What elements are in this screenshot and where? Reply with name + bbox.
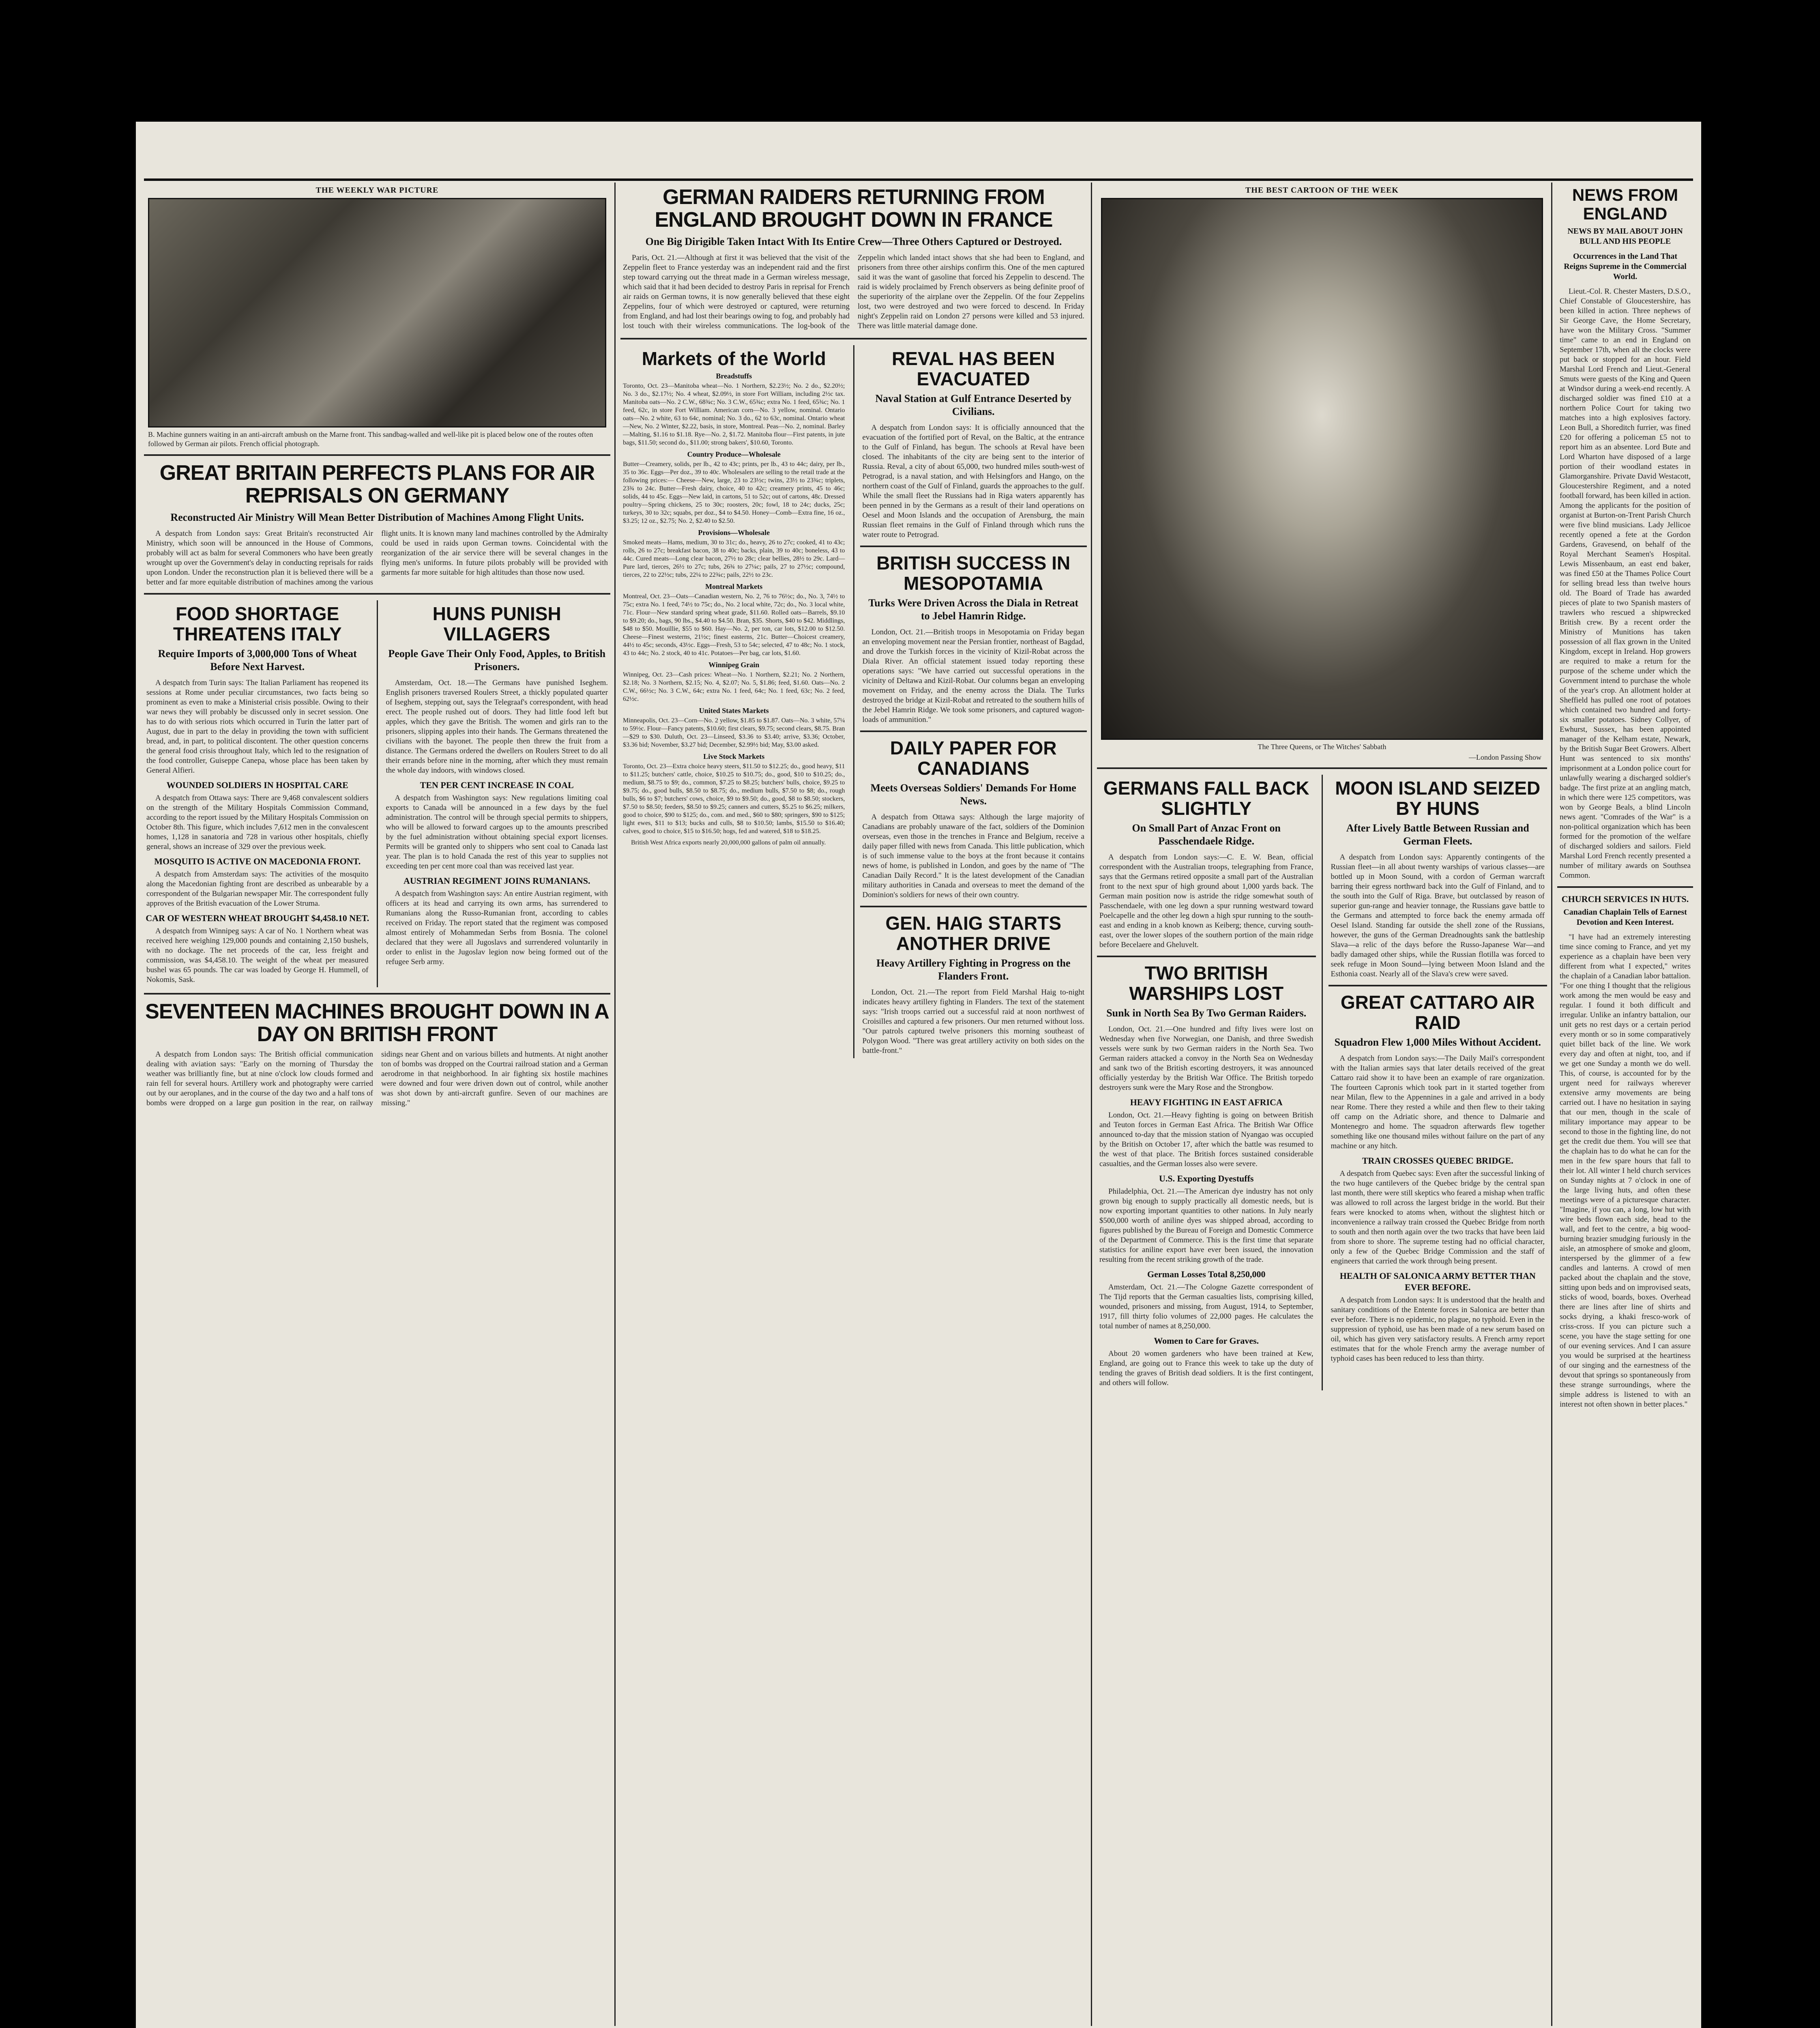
market-section-title: United States Markets xyxy=(699,707,769,715)
divider xyxy=(860,906,1087,907)
reval-headline: REVAL HAS BEEN EVACUATED xyxy=(892,348,1055,389)
news-england-subdeck: Occurrences in the Land That Reigns Supreme in the Commercial World. xyxy=(1564,252,1687,281)
market-section-text: Toronto, Oct. 23—Manitoba wheat—No. 1 Northern, $2.23½; No. 2 do., $2.20½; No. 3 do., $2.17½; No. 4 wheat, $2.09½, in store Fort William, including 2½c tax. Manitoba oats—No. 2 C.W., 68¾c; No. 3 C.W., 65¾c; extra No. 1 feed, 65¾c; No. 1 feed, 62c, in store Fort William. American corn—No. 3 yellow, nominal. Ontario oats—No. 2 white, 63 to 64c, nominal; No. 3 do., 62 to 63c, nominal. Ontario wheat—New, No. 2 Winter, $2.22, basis, in store, Montreal. Peas—No. 2, nominal. Barley—Malting, $1.16 to $1.18. Rye—No. 2, $1.72. Manitoba flour—First patents, in jute bags, $11.50; second do., $11.00; strong bakers', $10.60, Toronto. xyxy=(623,382,845,446)
news-england-body: Lieut.-Col. R. Chester Masters, D.S.O., Chief Constable of Gloucestershire, has been killed in action. Three nephews of Sir George Cave, the Home Secretary, have won the Military Cross. "Summer time" came to an end in England on September 17th, when all the clocks were put back or stopped for an hour. Field Marshal Lord French and Lieut.-General Smuts were guests of the King and Queen at Windsor during a week-end recently. A discharged soldier was fined £10 at a northern Police Court for taking two matches into a high explosives factory. Leon Bull, a Shoreditch furrier, was fined £20 for offering a policeman £5 not to report him as an absentee. Lord Bute and Lord Wharton have disposed of a large portion of their woodland estates in Glamorganshire. Private David Westacott, Gloucestershire Regiment, and a noted football forward, has been killed in action. Among the applicants for the position of organist at Burton-on-Trent Parish Church were five blind musicians. Lady Jellicoe recently opened a fete at the Gordon Gardens, Gravesend, on behalf of the Royal Merchant Seamen's Hospital. Lewis Missenbaum, an east end baker, was fined £50 at the Thames Police Court for selling bread less than twelve hours old. The Board of Trade has awarded pieces of plate to two Spanish masters of trawlers who rescued a shipwrecked British crew. By a recent order the Ministry of Munitions has taken possession of all flax grown in the United Kingdom, except in Ireland. Hop growers are required to make a return for the purpose of the scheme under which the Government intend to purchase the whole of the year's crop. An allotment holder at Sheffield has pulled one root of potatoes which contained two hundred and forty-six smaller potatoes. Sidney Collyer, of Ewhurst, Sussex, has been appointed manager of the Kelham estate, Newark, by the British Sugar Beet Growers. Albert Hunt was sentenced to six months' imprisonment at a London police court for unlawfully wearing a discharged soldier's badge. The first prize at an angling match, in which there were 125 competitors, was won by George Beals, a blind Lincoln news agent. "Comrades of the War" is a non-political organization which has been formed for the promotion of the welfare of discharged soldiers and sailors. Field Marshal Lord French recently presented a number of military awards on Southsea Common. xyxy=(1560,287,1691,880)
war-news-column xyxy=(860,345,1087,1058)
two-warships-headline: TWO BRITISH WARSHIPS LOST xyxy=(1129,962,1284,1004)
divider xyxy=(1097,956,1316,957)
cattaro-headline: GREAT CATTARO AIR RAID xyxy=(1340,992,1535,1033)
huns-punish-deck: People Gave Their Only Food, Apples, to British Prisoners. xyxy=(388,648,606,672)
mesopotamia-deck: Turks Were Driven Across the Diala in Retreat to Jebel Hamrin Ridge. xyxy=(868,597,1079,622)
mesopotamia-headline: BRITISH SUCCESS IN MESOPOTAMIA xyxy=(876,552,1071,594)
western-wheat-body: A despatch from Winnipeg says: A car of No. 1 Northern wheat was received here weighing 129,000 pounds and containing 2,150 bushels, with no dockage. The net proceeds of the car, less freight and commission, was $4,458.10. The weight of the wheat per measured bushel was 65 pounds. The car was loaded by George H. Hummell, of Nokomis, Sask. xyxy=(146,927,369,984)
divider xyxy=(1557,886,1693,888)
church-services-deck: Canadian Chaplain Tells of Earnest Devotion and Keen Interest. xyxy=(1563,908,1687,927)
gen-haig-body: London, Oct. 21.—The report from Field Marshal Haig to-night indicates heavy artillery fighting in Flanders. The text of the statement says: "Irish troops carried out a successful raid at noon northwest of Croisilles and captured a few prisoners. Our men returned without loss. "Our patrols captured twelve prisoners this morning southeast of Polygon Wood. "There was great artillery activity on both sides on the battle-front." xyxy=(862,988,1084,1055)
market-section-text: Smoked meats—Hams, medium, 30 to 31c; do., heavy, 26 to 27c; cooked, 41 to 43c; rolls, 26 to 27c; breakfast bacon, 38 to 40c; backs, plain, 39 to 40c; boneless, 43 to 44c. Cured meats—Long clear bacon, 27½ to 28c; clear bellies, 28½ to 29c. Lard—Pure lard, tierces, 26½ to 27c; tubs, 26¾ to 27¼c; pails, 27 to 27½c; compound, tierces, 22 to 22½c; tubs, 22¼ to 22¾c; pails, 22½ to 23c. xyxy=(623,539,845,578)
wounded-soldiers-body: A despatch from Ottawa says: There are 9,468 convalescent soldiers on the strength of the Military Hospitals Commission Command, according to the report issued by the Military Hospitals Commission on October 8th. This figure, which includes 7,612 men in the convalescent homes, 1,128 in sanatoria and 728 in various other hospitals, chiefly general, shows an increase of 329 over the previous week. xyxy=(146,794,369,851)
subcolumn-d xyxy=(1329,775,1547,1390)
column-rule xyxy=(614,183,616,2026)
german-losses-title: German Losses Total 8,250,000 xyxy=(1147,1269,1266,1279)
market-section-text: Butter—Creamery, solids, per lb., 42 to 43c; prints, per lb., 43 to 44c; dairy, per lb., 35 to 36c. Eggs—Per doz., 39 to 40c. Wholesalers are selling to the retail trade at the following prices:— Cheese—New, large, 23 to 23½c; twins, 23½ to 23¾c; triplets, 23¾ to 24c. Butter—Fresh dairy, choice, 40 to 42c; creamery prints, 45 to 46c; solids, 44 to 45c. Eggs—New laid, in cartons, 51 to 52c; out of cartons, 48c. Dressed poultry—Spring chickens, 25 to 30c; roosters, 20c; fowl, 18 to 24c; ducks, 25c; turkeys, 30 to 32c; squabs, per doz., $4 to $4.50. Honey—Comb—Extra fine, 16 oz., $3.25; 12 oz., $2.75; No. 2, $2.40 to $2.50. xyxy=(623,461,845,524)
divider xyxy=(1097,767,1547,769)
divider xyxy=(144,993,610,995)
column-rule xyxy=(1091,183,1092,2026)
daily-paper-body: A despatch from Ottawa says: Although the large majority of Canadians are probably unaware of the fact, soldiers of the Dominion overseas, even those in the trenches in France and Belgium, receive a daily paper filled with news from Canada. This little publication, which is of such immense value to the boys at the front because it contains news of home, is published in London, and goes by the name of "The Canadian Daily Record." It is the latest development of the Canadian military authorities in Canada and overseas to meet the demand of the Dominion's soldiers for news of their own country. xyxy=(862,813,1084,899)
market-section-text: Toronto, Oct. 23—Extra choice heavy steers, $11.50 to $12.25; do., good heavy, $11 to $11.25; butchers' cattle, choice, $10.25 to $10.75; do., good, $10 to $10.25; do., medium, $8.75 to $9; do., common, $7.25 to $8.25; butchers' bulls, choice, $9.25 to $9.75; do., good bulls, $8.50 to $8.75; do., medium bulls, $7.50 to $8; do., rough bulls, $6 to $7; butchers' cows, choice, $9 to $9.50; do., good, $8 to $8.50; stockers, $7.50 to $8.50; feeders, $8.50 to $9.25; canners and cutters, $5.25 to $6.25; milkers, good to choice, $90 to $125; do., com. and med., $60 to $80; springers, $90 to $125; light ewes, $11 to $13; bucks and culls, $8 to $10.50; lambs, $15.50 to $16.40; calves, good to choice, $15 to $16.50; hogs, fed and watered, $18 to $18.25. xyxy=(623,763,845,835)
divider xyxy=(620,338,1087,339)
gen-haig-deck: Heavy Artillery Fighting in Progress on the Flanders Front. xyxy=(876,957,1071,982)
daily-paper-deck: Meets Overseas Soldiers' Demands For Home News. xyxy=(870,782,1076,807)
food-shortage-body: A despatch from Turin says: The Italian Parliament has reopened its sessions at Rome under peculiar circumstances, two facts being so prominent as even to make a Ministerial crisis possible. Owing to their war news they will probably be discussed only in secret session. One has to do with serious riots which occurred in Turin the latter part of August, due in part to the delay in providing the town with sufficient bread, and, in part, to political discontent. The other question concerns the general food crisis throughout Italy, which led to the resignation of the food controller, Guiseppe Canepa, whose place has been taken by General Alfieri. xyxy=(146,679,369,775)
austrian-regiment-body: A despatch from Washington says: An entire Austrian regiment, with officers at its head and carrying its own arms, has surrendered to Rumanians along the Russo-Rumanian front, according to cables received on Friday. The report stated that the regiment was composed almost entirely of Mohammedan Serbs from Bosnia. The colonel declared that they were all Jugoslavs and surrendered voluntarily in order to enlist in the Jugoslav legion now being formed out of the refugee Serb army. xyxy=(386,889,608,966)
germans-fall-back-body: A despatch from London says:—C. E. W. Bean, official correspondent with the Australian troops, telegraphing from France, says that the Germans retired opposite a small part of the Australian front to the next spur of high ground about 1,000 yards back. The German main position now is astride the ridge somewhat south of Passchendaele, with one leg down a spur running westward toward Poelcapelle and the other leg down a high spur running to the south-east and ending in a knob known as Keiberg; thence, curving south-east, over the lower slopes of the southern portion of the main ridge before Becelaere and Gheluvelt. xyxy=(1099,853,1313,949)
two-warships-body: London, Oct. 21.—One hundred and fifty lives were lost on Wednesday when five Norwegian, one Danish, and three Swedish vessels were sunk by two German raiders in the North Sea. Two German raiders attacked a convoy in the North Sea on Wednesday and sank two of the British escorting destroyers, it was announced officially yesterday by the British War Office. The British torpedo destroyers sunk were the Mary Rose and the Strongbow. xyxy=(1099,1025,1313,1092)
column-rule xyxy=(377,600,378,987)
market-section-text: Winnipeg, Oct. 23—Cash prices: Wheat—No. 1 Northern, $2.21; No. 2 Northern, $2.18; No. 3 Northern, $2.15; No. 4, $2.07; No. 5, $1.86; feed, $1.60. Oats—No. 2 C.W., 66½c; No. 3 C.W., 64c; extra No. 1 feed, 64c; No. 1 feed, 63c; No. 2 feed, 62½c. xyxy=(623,671,845,702)
subcolumn-b xyxy=(384,600,611,987)
cartoon-caption: The Three Queens, or The Witches' Sabbath xyxy=(1258,743,1386,751)
air-reprisals-body xyxy=(146,529,608,587)
german-losses-body: Amsterdam, Oct. 21.—The Cologne Gazette correspondent of The Tijd reports that the German casualties lists, comprising killed, wounded, prisoners and missing, from August, 1914, to September, 1917, fill thirty folio volumes of 22,000 pages. He calculates the total number of names at 8,250,000. xyxy=(1099,1283,1313,1330)
market-section-text: Minneapolis, Oct. 23—Corn—No. 2 yellow, $1.85 to $1.87. Oats—No. 3 white, 57¼ to 59½c. Flour—Fancy patents, $10.60; first clears, $9.75; second clears, $8.75. Bran—$29 to $30. Duluth, Oct. 23—Linseed, $3.36 to $3.40; arrive, $3.36; October, $3.36 bid; November, $3.27 bid; December, $2.99½ bid; May, $3.00 asked. xyxy=(623,717,845,748)
divider xyxy=(860,730,1087,732)
dyestuffs-body: Philadelphia, Oct. 21.—The American dye industry has not only grown big enough to supply practically all domestic needs, but is now exporting important quantities to other nations. In July nearly $500,000 worth of aniline dyes was shipped abroad, according to figures published by the Bureau of Foreign and Domestic Commerce of the Department of Commerce. This is the first time that separate statistics for aniline export have ever been issued, the innovation resulting from the recent striking growth of the trade. xyxy=(1099,1187,1313,1264)
food-shortage-headline: FOOD SHORTAGE THREATENS ITALY xyxy=(173,603,342,644)
germans-fall-back-deck: On Small Part of Anzac Front on Passchendaele Ridge. xyxy=(1132,822,1281,847)
markets-and-news xyxy=(620,345,1087,1058)
lower-right-columns xyxy=(1097,775,1547,1390)
column-left xyxy=(144,183,610,2026)
wounded-soldiers-title: WOUNDED SOLDIERS IN HOSPITAL CARE xyxy=(166,780,348,790)
column-center-left xyxy=(620,183,1087,2026)
huns-punish-body: Amsterdam, Oct. 18.—The Germans have punished Iseghem. English prisoners traversed Roulers Street, a thickly populated quarter of Iseghem, stepping out, says the Telegraaf's correspondent, with head erect. The people rushed out of doors. They had little food left but apples, which they gave the British. The women and girls ran to the prisoners, slipping apples into their hands. The Germans threatened the civilians with the bayonet. The people then threw the fruit from a distance. The Germans ordered the dwellers on Roulers Street to do all their errands before nine in the morning, after which they must remain the whole day indoors, with windows closed. xyxy=(386,679,608,775)
dyestuffs-title: U.S. Exporting Dyestuffs xyxy=(1159,1173,1254,1184)
german-raiders-deck: One Big Dirigible Taken Intact With Its Entire Crew—Three Others Captured or Destroyed. xyxy=(645,236,1062,247)
austrian-regiment-title: AUSTRIAN REGIMENT JOINS RUMANIANS. xyxy=(403,876,590,886)
masthead-rule xyxy=(144,178,1693,181)
mosquito-body: A despatch from Amsterdam says: The activities of the mosquito along the Macedonian fighting front are described as unbearable by a correspondent of the Bulgarian newspaper Mir. The correspondent fully approves of the British evacuation of the Lower Struma. xyxy=(146,870,369,908)
subcolumn-a xyxy=(144,600,371,987)
ten-per-cent-body: A despatch from Washington says: New regulations limiting coal exports to Canada will be announced in a few days by the fuel administration. The control will be through special permits to shippers, who will be allowed to forward cargoes up to the amounts prescribed by the fuel administration without obtaining special export licenses. Permits will be granted only to shippers who sent coal to Canada last year. The plan is to hold Canada the rest of this year to supplies not exceeding ten per cent more coal than was received last year. xyxy=(386,794,608,870)
market-section-title: Live Stock Markets xyxy=(703,752,765,760)
market-section-title: Breadstuffs xyxy=(716,372,752,380)
column-right xyxy=(1557,183,1693,2026)
huns-punish-headline: HUNS PUNISH VILLAGERS xyxy=(432,603,561,644)
column-rule xyxy=(1551,183,1552,2026)
divider xyxy=(1329,985,1547,986)
air-reprisals-text: A despatch from London says: Great Britain's reconstructed Air Ministry, which soon will be announced in the House of Commons, probably will act as balm for several Commoners who have been greatly wrought up over the Government's delay in conducting reprisals for raids upon London. Under the reconstruction plan it is believed there will be a better and far more equitable distribution of machines among the various flight units. It is known many land machines controlled by the Admiralty could be used in raids upon German towns. Coincidental with the reorganization of the air service there will be several changes in the flying men's uniforms. In future pilots probably will be provided with garments far more suitable for high altitudes than those now used. xyxy=(146,529,608,586)
east-africa-body: London, Oct. 21.—Heavy fighting is going on between British and Teuton forces in German East Africa. The British War Office announced to-day that the mission station of Nyangao was occupied by the British on October 17, after which the battle was resumed to the west of that place. The British forces sustained considerable casualties, and the German losses also were severe. xyxy=(1099,1111,1313,1168)
divider xyxy=(144,454,610,456)
germans-fall-back-headline: GERMANS FALL BACK SLIGHTLY xyxy=(1103,778,1309,819)
cartoon-illustration xyxy=(1101,198,1543,740)
train-crosses-title: TRAIN CROSSES QUEBEC BRIDGE. xyxy=(1362,1156,1513,1166)
seventeen-machines-body: A despatch from London says: The British official communication dealing with aviation says: "Early on the morning of Thursday the weather was brilliantly fine, but at nine o'clock low clouds formed and rain fell for several hours. Artillery work and photography were carried out by our aeroplanes, and in the course of the day two and a half tons of bombs were dropped on a large gun position in the rear, on railway sidings near Ghent and on various billets and hutments. At night another ton of bombs was dropped on the Courtrai railroad station and a German aerodrome in that neighborhood. In air fighting six hostile machines were downed and four were driven down out of control, while another was shot down by anti-aircraft gunfire. Seven of our machines are missing." xyxy=(146,1050,608,1107)
two-warships-deck: Sunk in North Sea By Two German Raiders. xyxy=(1106,1007,1307,1019)
newspaper-page xyxy=(136,122,1701,2028)
moon-island-body: A despatch from London says: Apparently contingents of the Russian fleet—in all about twenty warships of various classes—are bottled up in Moon Sound, with a cordon of German warcraft barring their egress northward back into the Gulf of Finland, and to the south into the Gulf of Riga. Brave, but outclassed by reason of superior gun-range and heavier tonnage, the Russians gave battle to the Germans and attempted to force back the enemy armada off Oesel Island. Standing far outside the shell zone of the Russians, however, the guns of the German Dreadnoughts sank the battleship Slava—a relic of the days before the Russo-Japanese War—and badly damaged other ships, while the Russian flotilla was forced to seek refuge in Moon Sound—lying between Moon Island and the Esthonia coast. Nearly all of the Slava's crew were saved. xyxy=(1331,853,1545,978)
market-section-title: Provisions—Wholesale xyxy=(698,528,770,537)
german-raiders-body: Paris, Oct. 21.—Although at first it was believed that the visit of the Zeppelin fleet to France yesterday was an independent raid and the first step toward carrying out the threat made in a German wireless message, which said that it had been decided to destroy Paris in reprisal for French air raids on German towns, it is now generally believed that these eight Zeppelins, four of which were destroyed or captured, were returning from England, and had lost their bearings owing to fog, and probably had lost touch with their wireless communications. The log-book of the Zeppelin which landed intact shows that she had been to England, and prisoners from three other airships confirm this. One of the men captured said it was the want of gasoline that forced his Zeppelin to descend. The raid is widely proclaimed by French observers as being definite proof of the superiority of the airplane over the Zeppelin. Of the four Zeppelins lost, two were destroyed and two were forced to descend. In Friday night's Zeppelin raid on London 27 persons were killed and 53 injured. There was little material damage done. xyxy=(623,254,1084,330)
moon-island-deck: After Lively Battle Between Russian and German Fleets. xyxy=(1346,822,1529,847)
reval-body: A despatch from London says: It is officially announced that the evacuation of the fortified port of Reval, on the Baltic, at the entrance to the Gulf of Finland, has begun. The schools at Reval have been closed. The inhabitants of the city are being sent to the interior of Russia. Reval, a city of about 65,000, two hundred miles south-west of Petrograd, is a naval station, and with Helsingfors and Hango, on the northern coast of the Gulf of Finland, guards the approaches to the gulf. While the small fleet the Russians had in Riga waters apparently has been penned in by the Germans as a result of their land operations on Oesel and Moon Islands and the occupation of Arensburg, the main Russian fleet remains in the Gulf of Finland through which runs the water route to Petrograd. xyxy=(862,423,1084,539)
markets-column xyxy=(620,345,848,1058)
markets-headline: Markets of the World xyxy=(642,348,826,369)
gen-haig-headline: GEN. HAIG STARTS ANOTHER DRIVE xyxy=(885,913,1062,954)
daily-paper-headline: DAILY PAPER FOR CANADIANS xyxy=(890,737,1057,779)
church-services-title: CHURCH SERVICES IN HUTS. xyxy=(1561,894,1689,904)
weekly-war-picture-label: THE WEEKLY WAR PICTURE xyxy=(315,186,439,195)
cattaro-body: A despatch from London says:—The Daily Mail's correspondent with the Italian armies says that later details received of the great Cattaro raid show it to have been an example of rare organization. The fourteen Capronis which took part in it started together from near Milan, flew to the Appennines in a gale and arrived in a body near Rome. There they rested a while and then flew to their taking off camp on the Adriatic shore, and thence to Dalmarie and Montenegro and home. The squadron afterwards flew together something like one thousand miles without failure on the part of any machine or any hitch. xyxy=(1331,1054,1545,1150)
divider xyxy=(860,546,1087,547)
cattaro-deck: Squadron Flew 1,000 Miles Without Accident. xyxy=(1334,1036,1541,1048)
air-reprisals-headline: GREAT BRITAIN PERFECTS PLANS FOR AIR REPRISALS ON GERMANY xyxy=(159,461,595,507)
column-center-right xyxy=(1097,183,1547,2026)
news-england-deck: NEWS BY MAIL ABOUT JOHN BULL AND HIS PEOPLE xyxy=(1567,227,1683,246)
best-cartoon-label: THE BEST CARTOON OF THE WEEK xyxy=(1245,186,1399,195)
palm-oil-note: British West Africa exports nearly 20,000,000 gallons of palm oil annually. xyxy=(631,839,826,846)
column-rule xyxy=(853,345,854,1058)
cartoon-credit: —London Passing Show xyxy=(1468,753,1541,761)
war-photograph xyxy=(148,198,606,428)
western-wheat-title: CAR OF WESTERN WHEAT BROUGHT $4,458.10 NET. xyxy=(146,913,369,923)
mesopotamia-body: London, Oct. 21.—British troops in Mesopotamia on Friday began an enveloping movement near the Persian frontier, northeast of Bagdad, and drove the Turkish forces in the vicinity of Kizil-Robat across the Diala River. An official statement issued today reporting these operations says: "We have carried out successful operations in the vicinity of Deltawa and Kizil-Robat. Our columns began an enveloping movement on Friday, and the enemy across the Diala. The Turks destroyed the bridge at Kizil-Robat and retreated to the southern hills of the Jebel Hamrin Ridge. We took some prisoners, and captured wagon-loads of ammunition." xyxy=(862,628,1084,724)
church-services-body: "I have had an extremely interesting time since coming to France, and yet my experience as a chaplain have been very different from what I expected," writes the chaplain of a Canadian labor battalion. "For one thing I thought that the religious work among the men would be easy and regular. I found it both difficult and irregular. Unlike an infantry battalion, our unit gets no rest days or a certain period every month or so in some comparatively quiet billet back of the line. We work every day and often at night, too, and if we get one Sunday a month we do well. This, of course, is accounted for by the urgent need for railways wherever extensive army movements are being carried out. I have no hesitation in saying that our men, though in the scale of military importance may appear to be second to those in the fighting line, do not get the credit due them. You will see that the chaplain has to do what he can for the men in the few spare hours that fall to their lot. All winter I held church services on Sunday nights at 7 o'clock in one of the large living huts, and often these meetings were of a picturesque character. "Imagine, if you can, a long, low hut with wire beds flown each side, head to the wall, and feet to the centre, a big wood-burning brazier smudging furiously in the aisle, an atmosphere of smoke and gloom, interspersed by the glimmer of a few candles and lanterns. A crowd of men packed about the chaplain and the stove, sitting upon beds and on improvised seats, sticks of wood, boards, boxes. Overhead there are lines after line of shirts and socks drying, a khaki fresco-work of criss-cross. If you can picture such a scene, you have the stage setting for one of our evening services. And I can assure you would be surprised at the heartiness of our singing and the earnestness of the devout that springs so spontaneously from these strange surroundings, where the simple address is listened to with an interest not often shown in better places." xyxy=(1560,933,1691,1409)
food-shortage-deck: Require Imports of 3,000,000 Tons of Wheat Before Next Harvest. xyxy=(158,648,357,672)
mosquito-title: MOSQUITO IS ACTIVE ON MACEDONIA FRONT. xyxy=(154,856,361,866)
war-photo-caption: B. Machine gunners waiting in an anti-aircraft ambush on the Marne front. This sandbag-walled and well-like pit is placed below one of the routes often followed by German air pilots. French official photograph. xyxy=(148,430,593,448)
moon-island-headline: MOON ISLAND SEIZED BY HUNS xyxy=(1335,778,1541,819)
news-england-headline: NEWS FROM ENGLAND xyxy=(1572,185,1678,223)
market-section-text: Montreal, Oct. 23—Oats—Canadian western, No. 2, 76 to 76½c; do., No. 3, 74½ to 75c; extra No. 1 feed, 74½ to 75c; do., No. 2 local white, 72c; do., No. 3 local white, 71c. Flour—New standard spring wheat grade, $11.60. Rolled oats—Barrels, $9.10 to $9.20; do., bags, 90 lbs., $4.40 to $4.50. Bran, $35. Shorts, $40 to $42. Middlings, $48 to $50. Mouillie, $55 to $60. Hay—No. 2, per ton, car lots, $12.00 to $12.50. Cheese—Finest westerns, 21½c; finest easterns, 21c. Butter—Choicest creamery, 44½ to 45c; seconds, 43½c. Eggs—Fresh, 53 to 54c; selected, 47 to 48c; No. 1 stock, 43 to 44c; No. 2 stock, 40 to 41c. Potatoes—Per bag, car lots, $1.60. xyxy=(623,593,845,657)
train-crosses-body: A despatch from Quebec says: Even after the successful linking of the two huge cantilevers of the Quebec bridge by the central span last month, there were still skeptics who feared a mishap when traffic was allowed to roll across the largest bridge in the world. But their fears were knocked to atoms when, without the slightest hitch or inconvenience a railway train crossed the Quebec Bridge from north to south and then north again over the two tracks that have been laid from shore to shore. The supreme testing had no official character, only a few of the Quebec Bridge Commission and the staff of engineers that carried the work through being present. xyxy=(1331,1169,1545,1265)
subcolumn-c xyxy=(1097,775,1316,1390)
lower-left-columns xyxy=(144,600,610,987)
market-section-title: Winnipeg Grain xyxy=(708,661,760,669)
market-section-title: Montreal Markets xyxy=(705,582,763,591)
seventeen-machines-headline: SEVENTEEN MACHINES BROUGHT DOWN IN A DAY ON BRITISH FRONT xyxy=(145,1000,609,1046)
women-graves-body: About 20 women gardeners who have been trained at Kew, England, are going out to France this week to take up the duty of tending the graves of British dead soldiers. It is the first contingent, and others will follow. xyxy=(1099,1349,1313,1387)
german-raiders-headline: GERMAN RAIDERS RETURNING FROM ENGLAND BROUGHT DOWN IN FRANCE xyxy=(655,185,1053,232)
divider xyxy=(144,593,610,595)
reval-deck: Naval Station at Gulf Entrance Deserted by Civilians. xyxy=(875,393,1072,417)
air-reprisals-deck: Reconstructed Air Ministry Will Mean Better Distribution of Machines Among Flight Units. xyxy=(170,511,584,523)
salonica-title: HEALTH OF SALONICA ARMY BETTER THAN EVER BEFORE. xyxy=(1339,1271,1536,1292)
east-africa-title: HEAVY FIGHTING IN EAST AFRICA xyxy=(1130,1097,1283,1107)
ten-per-cent-title: TEN PER CENT INCREASE IN COAL xyxy=(420,780,574,790)
salonica-body: A despatch from London says: It is understood that the health and sanitary conditions of the Entente forces in Salonica are better than ever before. There is no epidemic, no plague, no typhoid. Even in the suppression of typhoid, use has been made of a new serum based on oil, which has given very satisfactory results. A French army report estimates that for the whole French army the average number of typhoid cases has been reduced to less than thirty. xyxy=(1331,1296,1545,1363)
column-rule xyxy=(1322,775,1323,1390)
women-graves-title: Women to Care for Graves. xyxy=(1154,1336,1259,1346)
market-section-title: Country Produce—Wholesale xyxy=(687,450,781,458)
